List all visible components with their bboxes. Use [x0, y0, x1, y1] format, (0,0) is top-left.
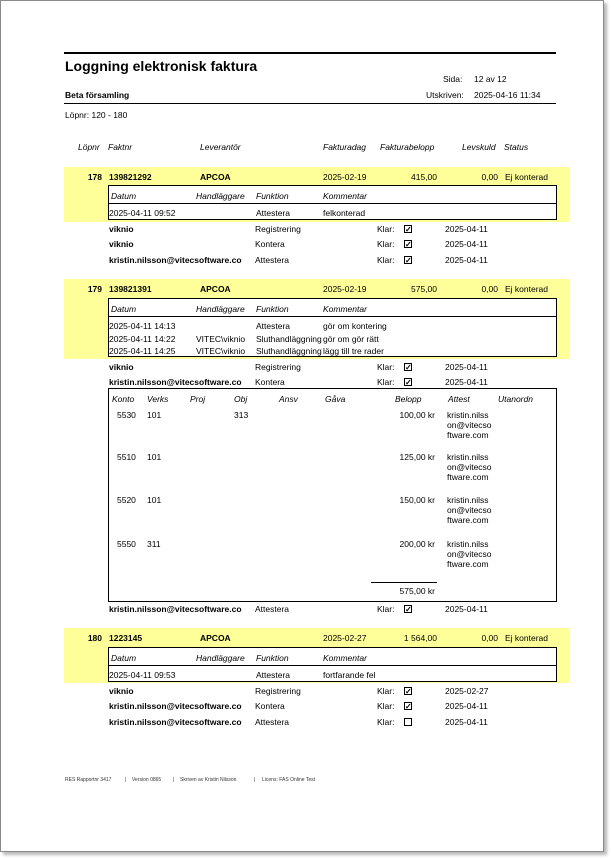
step-user: kristin.nilsson@vitecsoftware.co	[109, 701, 242, 711]
acct-col-belopp: Belopp	[395, 394, 422, 404]
acct-total-rule	[371, 582, 437, 583]
step-date: 2025-04-11	[445, 701, 488, 711]
klar-checkbox-checked[interactable]: ✓	[405, 225, 412, 234]
step-date: 2025-04-11	[445, 239, 488, 249]
step-user: viknio	[109, 239, 134, 249]
footer-license: Licens: FAS Online Test	[262, 777, 315, 783]
sub-col-handlaggare: Handläggare	[196, 304, 245, 314]
step-function: Attestera	[255, 717, 290, 727]
klar-checkbox-checked[interactable]: ✓	[405, 702, 412, 711]
acct-attest: kristin.nilsson@vitecsoftware.com	[447, 410, 492, 440]
comment-date: 2025-04-11 09:53	[109, 670, 176, 680]
klar-label: Klar:	[377, 686, 395, 696]
step-user: kristin.nilsson@vitecsoftware.co	[109, 255, 242, 265]
footer-version: Version 0865	[132, 777, 162, 783]
invoice-date: 2025-02-27	[323, 633, 367, 643]
page-label: Sida:	[443, 74, 463, 84]
klar-label: Klar:	[377, 701, 395, 711]
sub-col-kommentar: Kommentar	[323, 304, 367, 314]
step-date: 2025-04-11	[445, 255, 488, 265]
sub-col-funktion: Funktion	[256, 653, 289, 663]
klar-checkbox-checked[interactable]: ✓	[405, 363, 412, 372]
acct-col-obj: Obj	[234, 394, 248, 404]
top-rule	[64, 52, 556, 54]
acct-konto: 5520	[117, 495, 136, 505]
invoice-amount: 415,00	[411, 172, 437, 182]
invoice-lopnr: 178	[87, 172, 102, 182]
invoice-faktnr: 1223145	[109, 633, 143, 643]
comment-box	[108, 185, 557, 220]
step-date: 2025-02-27	[445, 686, 489, 696]
step-function: Registrering	[255, 224, 301, 234]
comment-function: Sluthandläggning	[256, 334, 322, 344]
invoice-date: 2025-02-19	[323, 284, 367, 294]
comment-date: 2025-04-11 14:25	[109, 346, 176, 356]
klar-checkbox-checked[interactable]: ✓	[405, 687, 412, 696]
comment-header-rule	[109, 203, 556, 204]
invoice-amount: 1 564,00	[403, 633, 437, 643]
step-function: Kontera	[255, 239, 285, 249]
comment-text: felkonterad	[323, 208, 366, 218]
col-fakturabelopp: Fakturabelopp	[380, 142, 435, 152]
acct-konto: 5510	[117, 452, 136, 462]
step-function: Registrering	[255, 362, 301, 372]
invoice-faktnr: 139821391	[109, 284, 152, 294]
sub-col-kommentar: Kommentar	[323, 191, 367, 201]
footer-report-number: RES Rapportnr 3417	[65, 777, 112, 783]
footer-author: Skriven av Kristin Nilsson	[180, 777, 237, 783]
invoice-faktnr: 139821292	[109, 172, 152, 182]
acct-col-proj: Proj	[190, 394, 206, 404]
comment-text: fortfarande fel	[323, 670, 376, 680]
acct-verks: 101	[147, 495, 162, 505]
step-date: 2025-04-11	[445, 377, 488, 387]
acct-total: 575,00 kr	[399, 586, 435, 596]
invoice-lopnr: 180	[87, 633, 102, 643]
page-value: 12 av 12	[474, 74, 507, 84]
account-distribution-box	[108, 388, 557, 602]
step-date: 2025-04-11	[445, 362, 488, 372]
klar-checkbox-checked[interactable]: ✓	[405, 605, 412, 614]
acct-col-utanordn: Utanordn	[498, 394, 533, 404]
comment-function: Sluthandläggning	[256, 346, 322, 356]
col-leverantor: Leverantör	[200, 142, 241, 152]
invoice-supplier: APCOA	[200, 172, 231, 182]
comment-date: 2025-04-11 14:13	[109, 321, 176, 331]
invoice-status: Ej konterad	[505, 172, 548, 182]
klar-checkbox-checked[interactable]: ✓	[405, 240, 412, 249]
comment-function: Attestera	[256, 208, 291, 218]
footer-separator: |	[125, 777, 127, 783]
footer-separator: |	[254, 777, 256, 783]
klar-label: Klar:	[377, 224, 395, 234]
klar-label: Klar:	[377, 604, 395, 614]
acct-amount: 150,00 kr	[399, 495, 435, 505]
invoice-supplier: APCOA	[200, 284, 231, 294]
comment-date: 2025-04-11 14:22	[109, 334, 176, 344]
acct-attest: kristin.nilsson@vitecsoftware.com	[447, 495, 492, 525]
invoice-supplier: APCOA	[200, 633, 231, 643]
klar-label: Klar:	[377, 377, 395, 387]
invoice-status: Ej konterad	[505, 284, 548, 294]
footer-separator: |	[173, 777, 175, 783]
step-user: kristin.nilsson@vitecsoftware.co	[109, 604, 242, 614]
acct-verks: 311	[147, 539, 161, 549]
step-function: Kontera	[255, 377, 285, 387]
step-date: 2025-04-11	[445, 224, 488, 234]
lopnr-range: Löpnr: 120 - 180	[65, 110, 128, 120]
col-fakturadag: Fakturadag	[323, 142, 366, 152]
acct-col-attest: Attest	[448, 394, 470, 404]
comment-box	[108, 647, 557, 682]
comment-text: gör om gör rätt	[323, 334, 379, 344]
klar-checkbox-unchecked[interactable]	[404, 718, 412, 726]
step-function: Registrering	[255, 686, 301, 696]
step-date: 2025-04-11	[445, 717, 488, 727]
klar-label: Klar:	[377, 717, 395, 727]
sub-col-funktion: Funktion	[256, 304, 289, 314]
comment-box	[108, 298, 557, 357]
comment-text: gör om kontering	[323, 321, 387, 331]
step-function: Attestera	[255, 604, 290, 614]
col-faktnr: Faktnr	[108, 142, 133, 152]
org-name: Beta församling	[65, 90, 130, 100]
sub-col-datum: Datum	[111, 653, 137, 663]
col-status: Status	[504, 142, 529, 152]
acct-verks: 101	[147, 410, 162, 420]
acct-konto: 5530	[117, 410, 136, 420]
acct-amount: 200,00 kr	[399, 539, 435, 549]
acct-amount: 125,00 kr	[399, 452, 435, 462]
acct-col-konto: Konto	[112, 394, 135, 404]
report-title: Loggning elektronisk faktura	[65, 58, 258, 74]
klar-checkbox-checked[interactable]: ✓	[405, 256, 412, 265]
acct-attest: kristin.nilsson@vitecsoftware.com	[447, 539, 492, 569]
step-user: kristin.nilsson@vitecsoftware.co	[109, 377, 242, 387]
invoice-levskuld: 0,00	[481, 172, 498, 182]
comment-header-rule	[109, 665, 556, 666]
sub-col-handlaggare: Handläggare	[196, 653, 245, 663]
invoice-levskuld: 0,00	[481, 284, 498, 294]
comment-function: Attestera	[256, 670, 291, 680]
comment-text: lägg till tre rader	[323, 346, 384, 356]
sub-col-handlaggare: Handläggare	[196, 191, 245, 201]
step-user: viknio	[109, 362, 134, 372]
comment-handler: VITEC\viknio	[196, 346, 246, 356]
acct-verks: 101	[147, 452, 162, 462]
comment-date: 2025-04-11 09:52	[109, 208, 176, 218]
acct-col-gava: Gåva	[325, 394, 346, 404]
step-date: 2025-04-11	[445, 604, 488, 614]
step-user: kristin.nilsson@vitecsoftware.co	[109, 717, 242, 727]
comment-header-rule	[109, 316, 556, 317]
invoice-levskuld: 0,00	[481, 633, 498, 643]
sub-col-datum: Datum	[111, 304, 137, 314]
sub-col-funktion: Funktion	[256, 191, 289, 201]
acct-col-verks: Verks	[147, 394, 169, 404]
acct-konto: 5550	[117, 539, 136, 549]
invoice-status: Ej konterad	[505, 633, 548, 643]
klar-label: Klar:	[377, 255, 395, 265]
sub-col-datum: Datum	[111, 191, 137, 201]
klar-label: Klar:	[377, 239, 395, 249]
acct-obj: 313	[234, 410, 249, 420]
printed-label: Utskriven:	[426, 90, 464, 100]
klar-checkbox-checked[interactable]: ✓	[405, 378, 412, 387]
col-lopnr: Löpnr	[78, 142, 100, 152]
invoice-amount: 575,00	[411, 284, 437, 294]
sub-col-kommentar: Kommentar	[323, 653, 367, 663]
printed-value: 2025-04-16 11:34	[474, 90, 541, 100]
comment-handler: VITEC\viknio	[196, 334, 246, 344]
step-user: viknio	[109, 686, 134, 696]
acct-amount: 100,00 kr	[399, 410, 435, 420]
klar-label: Klar:	[377, 362, 395, 372]
acct-attest: kristin.nilsson@vitecsoftware.com	[447, 452, 492, 482]
col-levskuld: Levskuld	[462, 142, 496, 152]
step-function: Attestera	[255, 255, 290, 265]
header-rule	[64, 103, 556, 104]
acct-col-ansv: Ansv	[279, 394, 298, 404]
step-user: viknio	[109, 224, 134, 234]
invoice-lopnr: 179	[87, 284, 102, 294]
step-function: Kontera	[255, 701, 285, 711]
comment-function: Attestera	[256, 321, 291, 331]
invoice-date: 2025-02-19	[323, 172, 367, 182]
